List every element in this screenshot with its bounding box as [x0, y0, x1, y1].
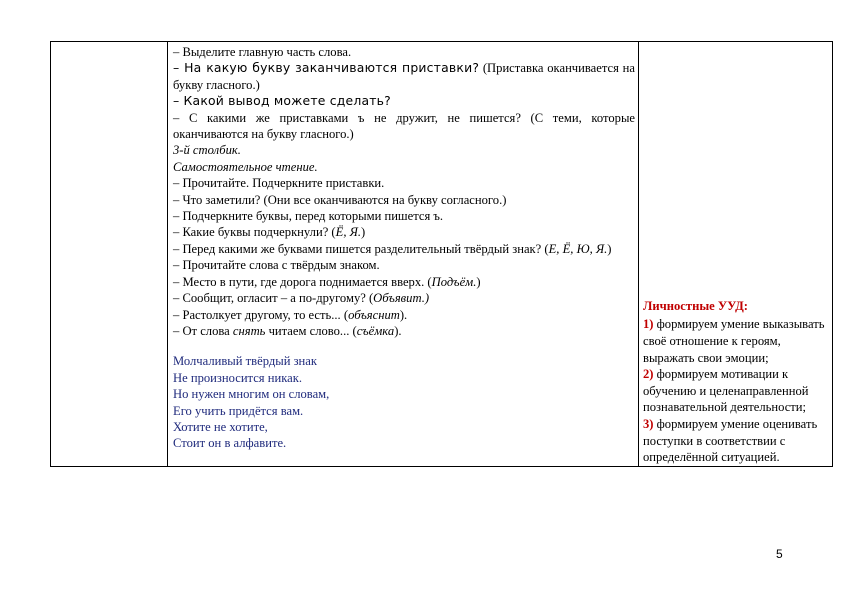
item-number: 3) — [643, 416, 654, 431]
poem-line: Хотите не хотите, — [173, 419, 268, 434]
item-number: 1) — [643, 317, 654, 332]
italic-answer: объяснит — [348, 307, 400, 322]
text-part: – От слова — [173, 323, 233, 338]
item-text: формируем мотивации к обучению и целенаправленной познавательной деятельности; — [643, 367, 809, 415]
text-line — [173, 290, 635, 306]
text-part: ) — [476, 274, 481, 289]
item-number: 2) — [643, 367, 654, 382]
poem-line: Молчаливый твёрдый знак — [173, 354, 318, 369]
text-part: ). — [399, 307, 408, 322]
text-line — [173, 323, 635, 339]
uud-cell — [639, 42, 833, 467]
item-text: формируем умение оценивать поступки в соответствии с определённой ситуацией. — [643, 416, 818, 465]
text-part: ) — [607, 241, 612, 256]
spacer — [173, 339, 635, 353]
item-text: формируем умение выказывать своё отношение к героям, выражать свои эмоции; — [643, 317, 825, 365]
italic-word: снять — [232, 323, 266, 338]
poem-line: Его учить придётся вам. — [173, 403, 304, 418]
answer-text: (Приставка оканчивается на букву гласного.) — [173, 61, 635, 92]
page-number: 5 — [776, 547, 783, 561]
teacher-activity-cell — [168, 42, 639, 467]
text-line — [173, 274, 635, 290]
text-part: – Растолкует другому, то есть... ( — [173, 307, 349, 322]
italic-answer: Ё, Я. — [335, 225, 362, 240]
text-part: – Место в пути, где дорога поднимается вверх. ( — [173, 274, 432, 289]
text-part: читаем слово... ( — [265, 323, 357, 338]
text-line: – Прочитайте. Подчеркните приставки. — [173, 176, 385, 191]
stage-column-cell — [51, 42, 168, 467]
question-line: – Какой вывод можете сделать? — [173, 93, 391, 109]
text-part: ). — [394, 323, 402, 338]
text-part: ) — [361, 225, 366, 240]
poem-line: Не произносится никак. — [173, 370, 303, 385]
italic-answer: Е, Ё, Ю, Я. — [548, 241, 608, 256]
italic-answer: съёмка — [356, 323, 395, 338]
italic-answer: Объявит.) — [373, 291, 430, 306]
text-line — [173, 241, 635, 257]
section-heading: 3-й столбик. — [173, 143, 241, 158]
section-heading: Самостоятельное чтение. — [173, 159, 318, 174]
text-line — [173, 307, 635, 323]
question-line: – С какими же приставками ъ не дружит, не пишется? (С теми, которые оканчиваются на букву гласного.) — [173, 110, 635, 142]
question-line — [173, 60, 635, 93]
uud-item — [643, 416, 829, 466]
uud-item — [643, 366, 829, 416]
question-text: – На какую букву заканчиваются приставки? — [173, 60, 480, 76]
uud-item — [643, 316, 829, 366]
text-part: – Перед какими же буквами пишется разделительный твёрдый знак? ( — [173, 241, 549, 256]
poem-line: Стоит он в алфавите. — [173, 436, 287, 451]
lesson-table — [50, 41, 833, 467]
poem-line: Но нужен многим он словам, — [173, 387, 330, 402]
text-part: – Какие буквы подчеркнули? ( — [173, 225, 336, 240]
text-line: – Что заметили? (Они все оканчиваются на букву согласного.) — [173, 192, 507, 207]
text-line — [173, 224, 635, 240]
uud-title: Личностные УУД: — [643, 298, 748, 313]
text-line: – Подчеркните буквы, перед которыми пишется ъ. — [173, 209, 444, 224]
italic-answer: Подъём. — [431, 274, 477, 289]
poem — [173, 353, 635, 451]
text-line: – Прочитайте слова с твёрдым знаком. — [173, 258, 380, 273]
table-row — [51, 42, 833, 467]
text-part: – Сообщит, огласит – а по-другому? ( — [173, 291, 374, 306]
text-line: – Выделите главную часть слова. — [173, 45, 352, 59]
